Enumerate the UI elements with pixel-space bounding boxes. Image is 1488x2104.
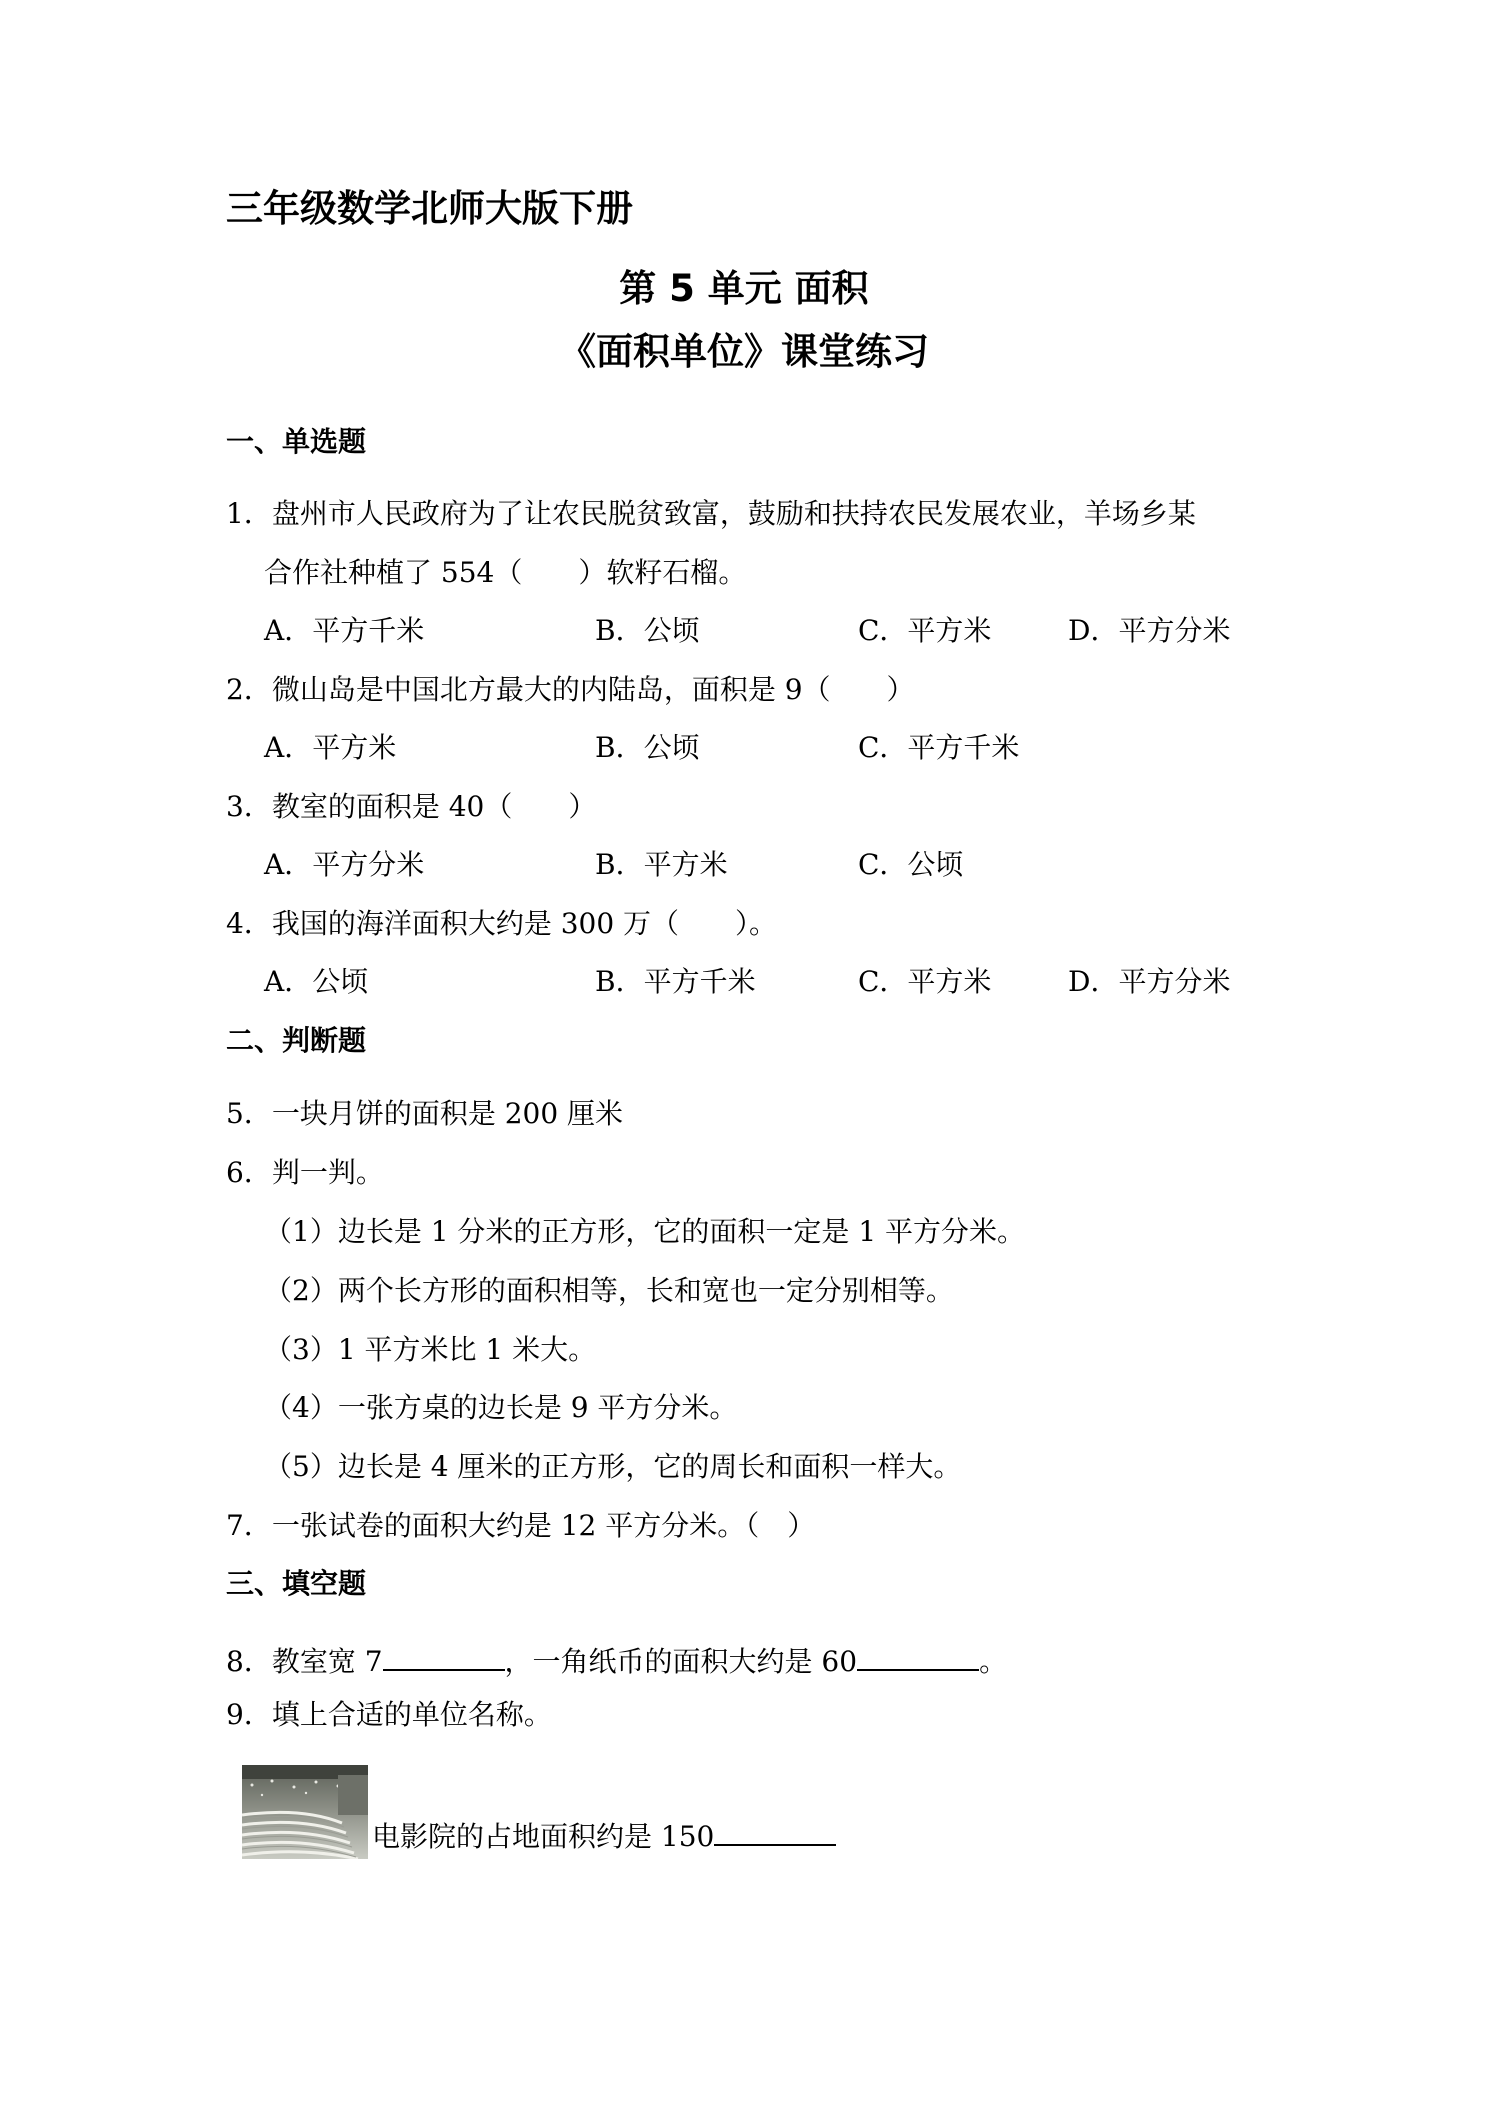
- question-1-line-2: 合作社种植了 554（ ）软籽石榴。: [264, 556, 747, 589]
- q8-text-1: 8．教室宽 7: [226, 1645, 383, 1678]
- question-7: 7．一张试卷的面积大约是 12 平方分米。（ ）: [226, 1509, 816, 1542]
- document-title: 三年级数学北师大版下册: [226, 187, 633, 230]
- cinema-photo: [242, 1765, 368, 1859]
- q3-option-c: C．公顷: [858, 848, 964, 881]
- q4-option-b: B．平方千米: [595, 965, 756, 998]
- q1-option-d: D．平方分米: [1068, 614, 1231, 647]
- q1-option-a: A．平方千米: [264, 614, 425, 647]
- question-4: 4．我国的海洋面积大约是 300 万（ ）。: [226, 907, 778, 940]
- q8-blank-1[interactable]: [383, 1643, 505, 1671]
- q6-item-1: （1）边长是 1 分米的正方形，它的面积一定是 1 平方分米。: [264, 1215, 1026, 1248]
- q3-option-a: A．平方分米: [264, 848, 425, 881]
- q4-option-d: D．平方分米: [1068, 965, 1231, 998]
- q1-option-c: C．平方米: [858, 614, 992, 647]
- question-3: 3．教室的面积是 40（ ）: [226, 790, 597, 823]
- q6-item-5: （5）边长是 4 厘米的正方形，它的周长和面积一样大。: [264, 1450, 962, 1483]
- q4-option-c: C．平方米: [858, 965, 992, 998]
- q2-option-c: C．平方千米: [858, 731, 1020, 764]
- q9-blank[interactable]: [714, 1818, 836, 1846]
- q3-option-b: B．平方米: [595, 848, 728, 881]
- question-8: [226, 1643, 1007, 1676]
- q6-item-3: （3）1 平方米比 1 米大。: [264, 1333, 597, 1366]
- question-9: 9．填上合适的单位名称。: [226, 1698, 552, 1731]
- question-5: 5．一块月饼的面积是 200 厘米: [226, 1097, 624, 1130]
- q4-option-a: A．公顷: [264, 965, 369, 998]
- question-9-caption: [372, 1818, 836, 1851]
- q8-text-2: ，一角纸币的面积大约是 60: [504, 1645, 858, 1678]
- section-heading-single-choice: 一、单选题: [226, 425, 367, 458]
- question-1-line-1: 1．盘州市人民政府为了让农民脱贫致富，鼓励和扶持农民发展农业，羊场乡某: [226, 497, 1196, 530]
- section-heading-true-false: 二、判断题: [226, 1024, 367, 1057]
- question-6: 6．判一判。: [226, 1156, 384, 1189]
- q8-text-3: 。: [979, 1645, 1008, 1678]
- lesson-title: 《面积单位》课堂练习: [559, 330, 929, 373]
- q2-option-a: A．平方米: [264, 731, 397, 764]
- q9-caption-text: 电影院的占地面积约是 150: [372, 1820, 715, 1853]
- question-2: 2．微山岛是中国北方最大的内陆岛，面积是 9（ ）: [226, 673, 915, 706]
- unit-title: 第 5 单元 面积: [619, 267, 869, 310]
- q2-option-b: B．公顷: [595, 731, 700, 764]
- q6-item-2: （2）两个长方形的面积相等，长和宽也一定分别相等。: [264, 1274, 954, 1307]
- q6-item-4: （4）一张方桌的边长是 9 平方分米。: [264, 1391, 738, 1424]
- q8-blank-2[interactable]: [857, 1643, 979, 1671]
- section-heading-fill-in: 三、填空题: [226, 1567, 367, 1600]
- q1-option-b: B．公顷: [595, 614, 700, 647]
